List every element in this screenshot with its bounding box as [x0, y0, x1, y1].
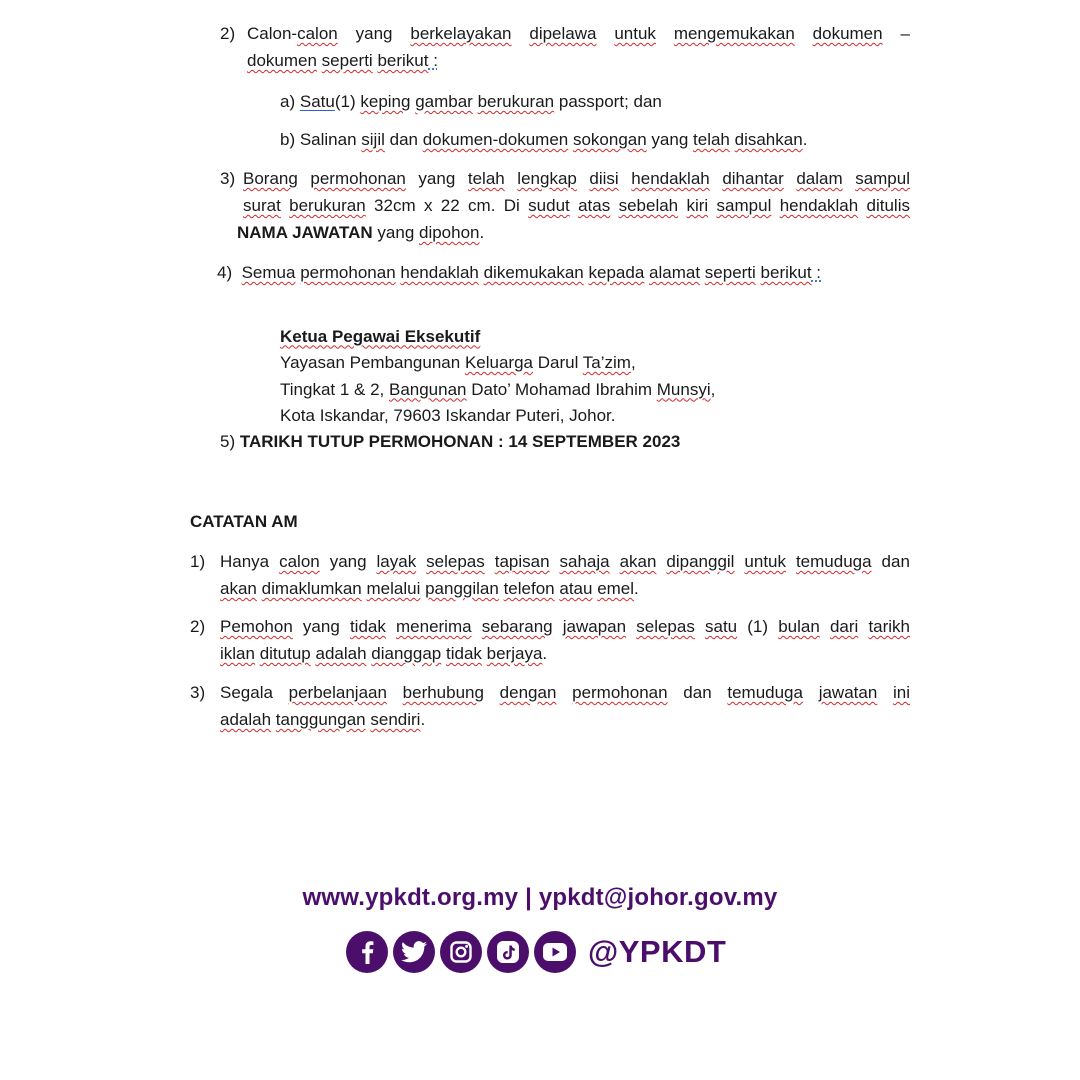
item-3-line-3: NAMA JAWATAN yang dipohon. — [237, 223, 485, 242]
address-line-3: Kota Iskandar, 79603 Iskandar Puteri, Johor. — [280, 406, 616, 425]
contact-links[interactable]: www.ypkdt.org.my | ypkdt@johor.gov.my — [302, 884, 778, 911]
item-number: 3) — [220, 169, 236, 188]
notes-heading: CATATAN AM — [190, 512, 298, 531]
social-handle[interactable]: @YPKDT — [588, 934, 727, 969]
item-2-sub-b: b) Salinan sijil dan dokumen-dokumen sokongan yang telah disahkan. — [280, 130, 808, 149]
note-1: 1) Hanya calon yang layak selepas tapisan sahaja akan dipanggil untuk temuduga dan akan dimaklumkan melalui panggilan telefon atau emel. — [190, 552, 910, 598]
facebook-icon[interactable] — [346, 931, 388, 973]
youtube-icon[interactable] — [534, 931, 576, 973]
address-line-1: Yayasan Pembangunan Keluarga Darul Ta’zim, — [280, 353, 636, 372]
address-title: Ketua Pegawai Eksekutif — [280, 326, 481, 346]
item-number: 2) — [220, 24, 236, 43]
instagram-icon[interactable] — [440, 931, 482, 973]
tiktok-icon[interactable] — [487, 931, 529, 973]
item-3-line-2: surat berukuran 32cm x 22 cm. Di sudut atas sebelah kiri sampul hendaklah ditulis — [243, 196, 910, 215]
twitter-icon[interactable] — [393, 931, 435, 973]
note-2: 2) Pemohon yang tidak menerima sebarang jawapan selepas satu (1) bulan dari tarikh iklan ditutup adalah dianggap tidak berjaya. — [190, 617, 911, 663]
item-3 — [220, 165, 910, 246]
item-2-line-2: dokumen seperti berikut : — [247, 51, 438, 70]
item-4: 4) Semua permohonan hendaklah dikemukakan kepada alamat seperti berikut : — [217, 263, 822, 282]
item-2-line-1: Calon-calon yang berkelayakan dipelawa untuk mengemukakan dokumen – — [247, 24, 910, 43]
closing-date: 5) TARIKH TUTUP PERMOHONAN : 14 SEPTEMBER 2023 — [220, 432, 681, 451]
note-3: 3) Segala perbelanjaan berhubung dengan permohonan dan temuduga jawatan ini adalah tanggungan sendiri. — [190, 683, 911, 729]
item-2-sub-a: a) Satu(1) keping gambar berukuran passport; dan — [280, 92, 662, 111]
address-line-2: Tingkat 1 & 2, Bangunan Dato’ Mohamad Ibrahim Munsyi, — [280, 379, 716, 399]
item-3-line-1: Borang permohonan yang telah lengkap diisi hendaklah dihantar dalam sampul — [243, 169, 910, 188]
social-bar — [346, 930, 726, 974]
item-2 — [220, 20, 910, 74]
